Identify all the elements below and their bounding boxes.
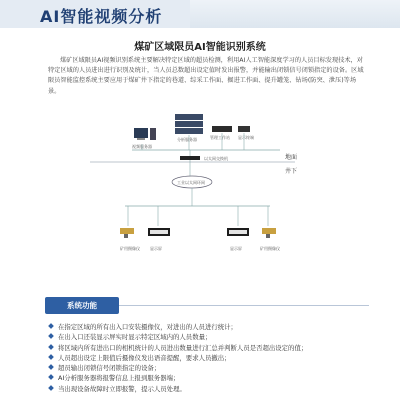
monitor-computer-icon — [134, 128, 156, 140]
top-device-label: 分析服务器 — [177, 137, 197, 142]
features-section-title: 系统功能 — [45, 297, 119, 314]
network-switch-icon — [180, 156, 200, 160]
system-diagram — [80, 110, 320, 290]
list-item-text: 将区域内所有进出口的相机统计的人员进出数量进行汇总并判断人员是否超出设定的值； — [58, 343, 308, 352]
bullet-icon — [48, 385, 54, 391]
list-item — [48, 353, 368, 363]
intro-paragraph: 煤矿区域限员AI视频识别系统主要解决特定区域的超员检测，利用AI人工智能深度学习的人员目标发现技术，对特定区域的人员进出进行识别及统计，当人员总数超出设定值时发出报警，并能输出闭锁信号闭锁指定的设备。区域限员智能监控系统主要应用于煤矿井下指定的巷道、综采工作面、掘进工作面、提升罐笼、钻场(防突、泄压)等场景。 — [48, 57, 364, 95]
list-item — [48, 322, 368, 332]
display-screen-icon — [148, 228, 170, 236]
bullet-icon — [48, 364, 54, 370]
document-title: 煤矿区域限员AI智能识别系统 — [134, 42, 266, 53]
bullet-icon — [48, 323, 54, 329]
list-item — [48, 332, 368, 342]
bullet-icon — [48, 354, 54, 360]
top-device-label: 视频服务器 — [132, 144, 152, 149]
section-divider — [119, 305, 369, 306]
list-item — [48, 343, 368, 353]
server-stack-icon — [175, 114, 203, 134]
mine-camera-icon — [262, 228, 276, 238]
bullet-icon — [48, 344, 54, 350]
switch-label: 以太网交换机 — [204, 156, 228, 161]
bottom-device-label: 显示屏 — [150, 246, 162, 251]
video-recorder-icon — [238, 126, 250, 132]
bullet-icon — [48, 333, 54, 339]
list-item-text: 在出入口还装显示屏实时显示特定区域内的人员数量； — [58, 333, 212, 342]
top-device-label: 管理工作站 — [210, 135, 230, 140]
display-screen-icon — [227, 228, 249, 236]
bottom-device-label: 矿用摄像仪 — [260, 246, 280, 251]
nvr-box-icon — [212, 126, 232, 132]
list-item — [48, 363, 368, 373]
list-item — [48, 373, 368, 383]
list-item-text: 超员输出闭锁信号闭锁指定的设备； — [58, 364, 161, 373]
top-device-label: 显示终端 — [238, 135, 254, 140]
list-item-text: 人员超出设定上限值后摄像仪发出语音提醒，要求人员撤出； — [58, 353, 231, 362]
ring-label: 工业以太网环网 — [177, 180, 205, 185]
bottom-device-label: 显示屏 — [230, 246, 242, 251]
list-item-text: 当出现设备故障时立即报警，提示人员处理。 — [58, 384, 186, 393]
header-bar — [0, 0, 400, 28]
list-item — [48, 384, 368, 394]
underground-label: 井下 — [285, 168, 298, 175]
list-item-text: AI分析服务器将报警信息上报到服务器端； — [58, 374, 180, 383]
features-list — [48, 322, 368, 394]
list-item-text: 在指定区域的所有出入口安装摄像仪，对进出的人员进行统计； — [58, 323, 237, 331]
ground-label: 地面 — [285, 154, 298, 161]
bottom-device-label: 矿用摄像仪 — [120, 246, 140, 251]
mine-camera-icon — [120, 228, 134, 238]
page-title: AI智能视频分析 — [40, 7, 163, 26]
bullet-icon — [48, 375, 54, 381]
